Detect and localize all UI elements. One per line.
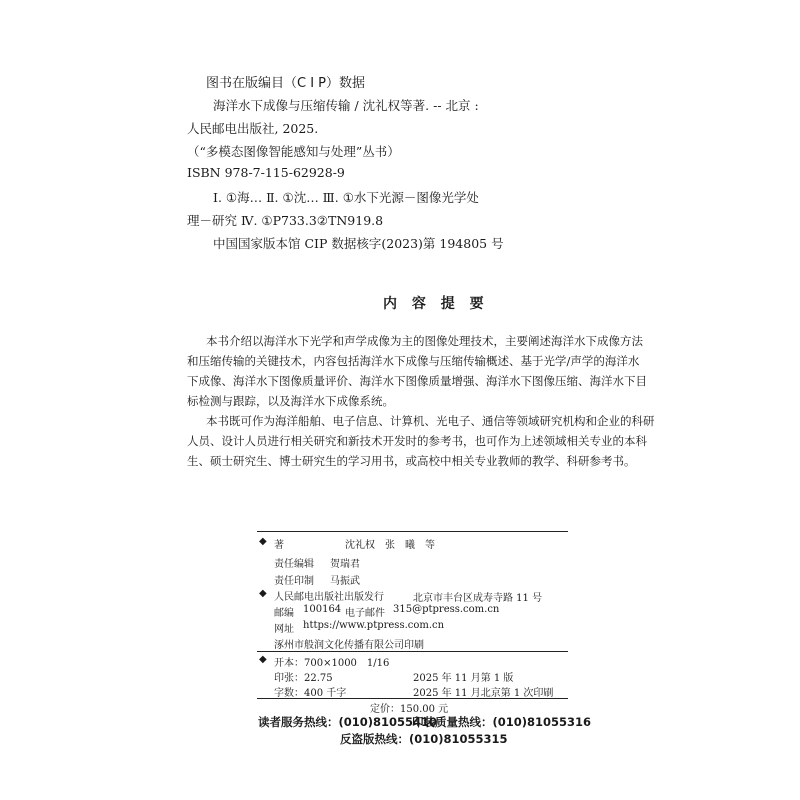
format: 开本：700×1000 1/16: [274, 658, 390, 669]
sheets: 印张：22.75: [274, 673, 333, 684]
info-mid-rule: [257, 651, 568, 652]
price: 定价：150.00 元: [370, 704, 449, 715]
summary-line: 生、硕士研究生、博士研究生的学习用书，或高校中相关专业教师的教学、科研参考书。: [187, 454, 636, 468]
bullet-icon: ◆: [259, 654, 267, 665]
cip-line-3: （“多模态图像智能感知与处理”丛书）: [187, 144, 400, 159]
info-top-rule: [257, 531, 568, 532]
summary-line: 下成像、海洋水下图像质量评价、海洋水下图像质量增强、海洋水下图像压缩、海洋水下目: [187, 374, 647, 388]
printer-label: 责任印制: [274, 576, 314, 587]
cip-line-7: 中国国家版本馆 CIP 数据核字(2023)第 194805 号: [213, 236, 504, 251]
postcode-value: 100164: [303, 604, 342, 615]
bullet-icon: ◆: [259, 588, 267, 599]
reader-service-hotline: 读者服务热线：(010)81055410: [258, 715, 438, 729]
summary-line: 人员、设计人员进行相关研究和新技术开发时的参考书，也可作为上述领域相关专业的本科: [187, 434, 647, 448]
author-value: 沈礼权 张 曦 等: [345, 540, 435, 551]
summary-title: 内 容 提 要: [383, 296, 489, 312]
printing-house: 涿州市般润文化传播有限公司印刷: [274, 640, 424, 651]
summary-line: 本书既可作为海洋船舶、电子信息、计算机、光电子、通信等领域研究机构和企业的科研: [206, 414, 655, 428]
publisher-address: 北京市丰台区成寿寺路 11 号: [413, 593, 543, 604]
anti-piracy-hotline: 反盗版热线：(010)81055315: [340, 732, 508, 746]
author-label: 著: [274, 540, 284, 551]
cip-line-1: 海洋水下成像与压缩传输 / 沈礼权等著. -- 北京 :: [213, 98, 479, 113]
cip-line-2: 人民邮电出版社, 2025.: [187, 121, 319, 136]
cip-line-6: 理－研究 Ⅳ. ①P733.3②TN919.8: [187, 213, 384, 228]
editor-label: 责任编辑: [274, 559, 314, 570]
summary-line: 和压缩传输的关键技术，内容包括海洋水下成像与压缩传输概述、基于光学/声学的海洋水: [187, 354, 640, 368]
quality-hotline: 印装质量热线：(010)81055316: [412, 715, 592, 729]
bullet-icon: ◆: [259, 536, 267, 547]
editor-value: 贺瑞君: [330, 559, 360, 570]
summary-line: 本书介绍以海洋水下光学和声学成像为主的图像处理技术，主要阐述海洋水下成像方法: [206, 334, 643, 348]
cip-isbn: ISBN 978-7-115-62928-9: [187, 165, 345, 180]
website-value: https://www.ptpress.com.cn: [303, 620, 445, 631]
cip-line-5: Ⅰ. ①海… Ⅱ. ①沈… Ⅲ. ①水下光源－图像光学处: [213, 190, 479, 205]
cip-title: 图书在版编目（C I P）数据: [206, 76, 366, 91]
edition: 2025 年 11 月第 1 版: [413, 673, 514, 684]
impression: 2025 年 11 月北京第 1 次印刷: [413, 688, 554, 699]
email-value: 315@ptpress.com.cn: [393, 604, 500, 615]
info-bottom-rule: [257, 698, 568, 699]
email-label: 电子邮件: [345, 608, 385, 619]
postcode-label: 邮编: [274, 608, 294, 619]
summary-line: 标检测与跟踪，以及海洋水下成像系统。: [187, 394, 394, 408]
website-label: 网址: [274, 624, 294, 635]
word-count: 字数：400 千字: [274, 688, 347, 699]
publisher: 人民邮电出版社出版发行: [274, 592, 384, 603]
printer-value: 马振武: [330, 576, 360, 587]
